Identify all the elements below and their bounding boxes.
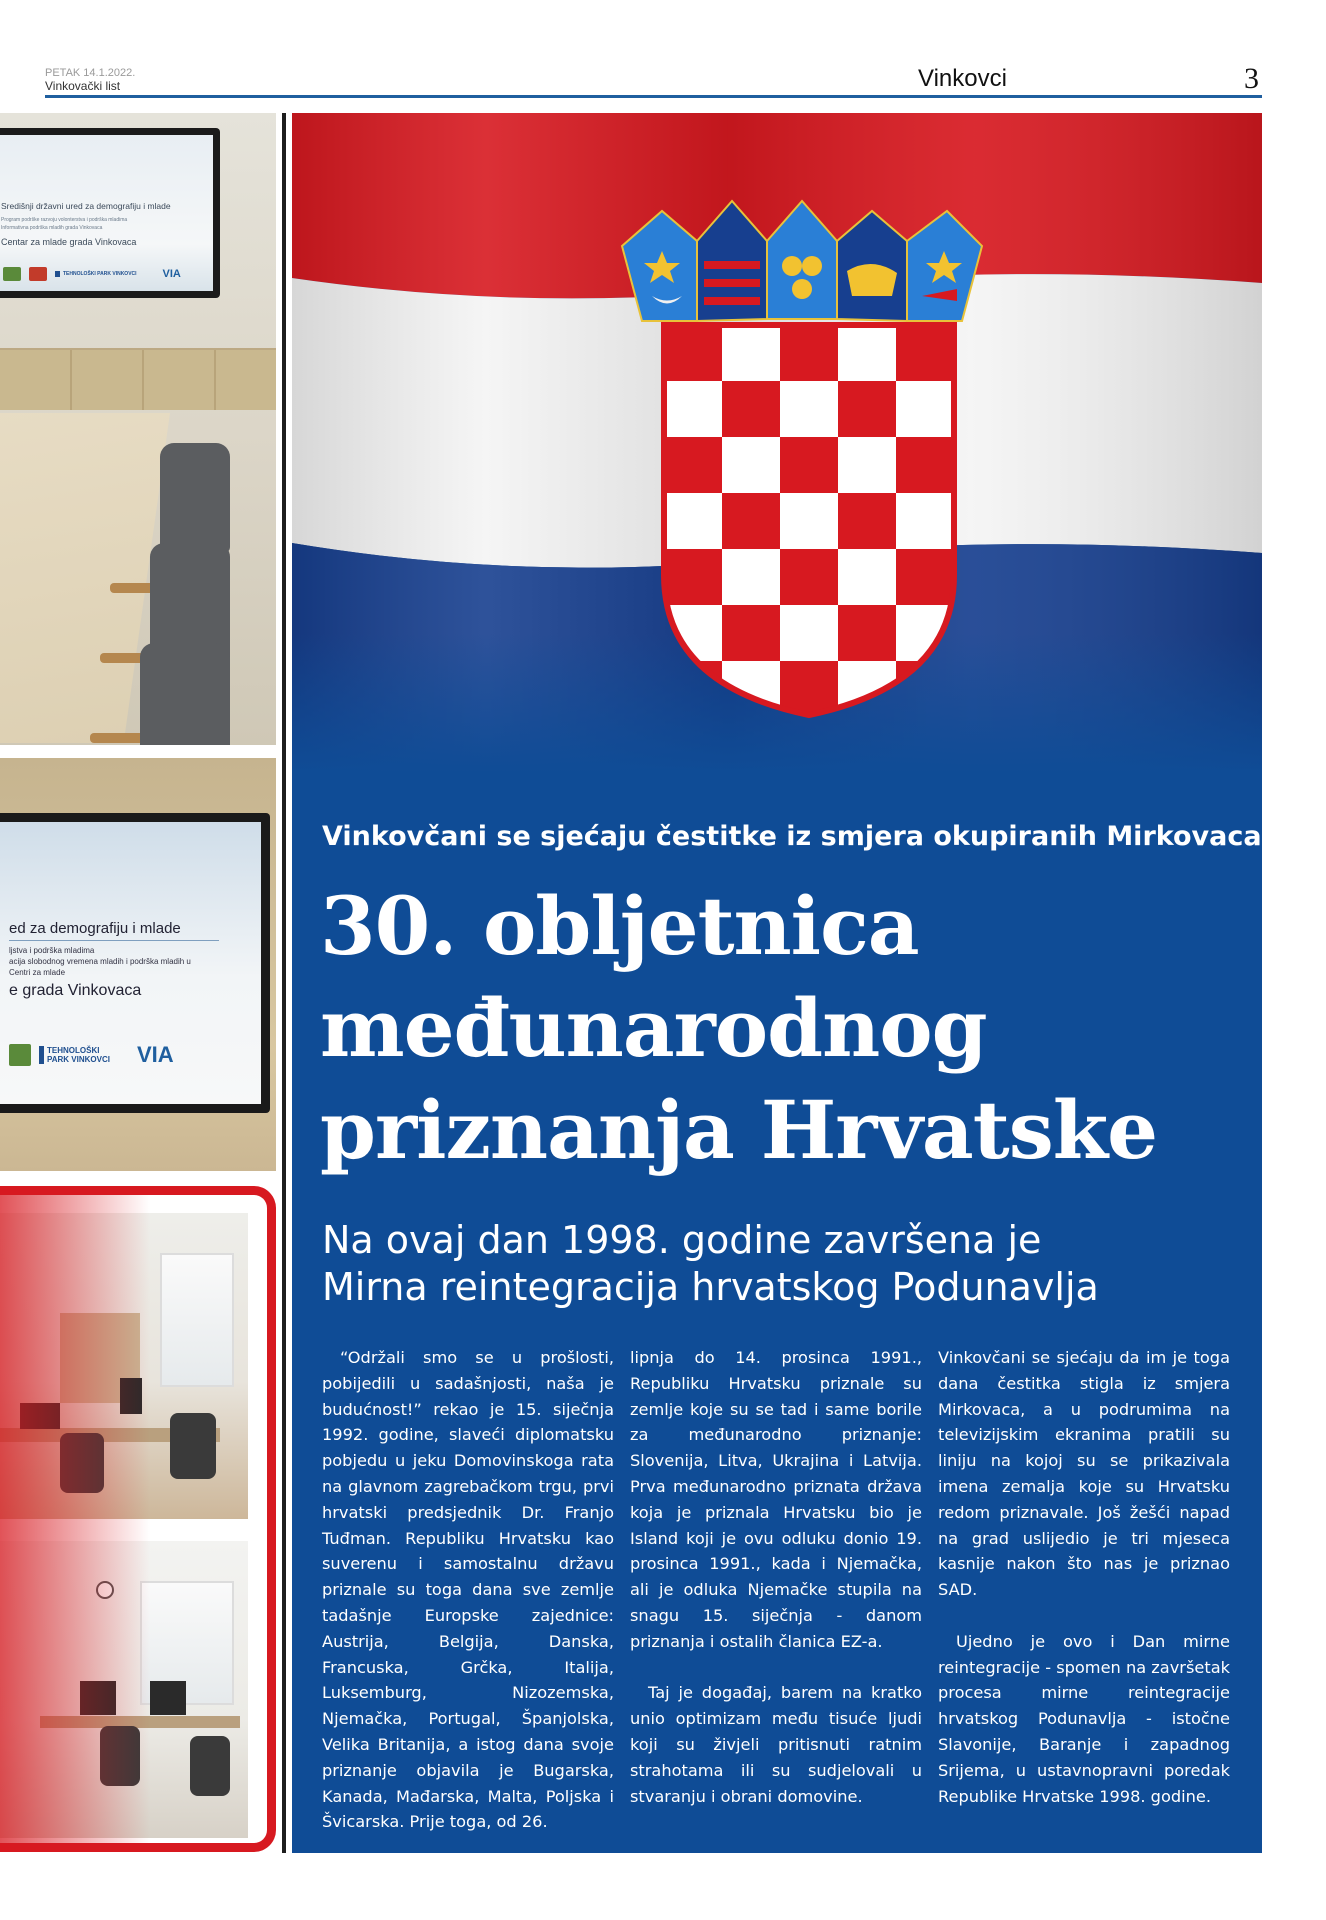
croatian-flag-image <box>292 113 1262 773</box>
section-title: Vinkovci <box>918 65 1007 92</box>
screen-text: ljstva i podrška mladima <box>9 946 95 955</box>
screen-text: Centar za mlade grada Vinkovaca <box>1 237 137 247</box>
tv-screen <box>0 135 213 291</box>
computer-monitor <box>150 1681 186 1715</box>
wall-clock-icon <box>96 1581 114 1599</box>
tv-screen <box>0 822 261 1104</box>
tehnoloski-park-logo: TEHNOLOŠKI PARK VINKOVCI <box>55 271 137 277</box>
screen-logos <box>3 267 181 281</box>
subheadline-line: Mirna reintegracija hrvatskog Podunavlja <box>322 1265 1099 1309</box>
red-photo-frame <box>0 1186 276 1852</box>
article-paragraph: “Održali smo se u prošlosti, pobijedili u sadašnjosti, naša je budućnost!” rekao je 15. siječnja 1992. godine, slaveći diplomatsku pobjedu u jeku Domovinskoga rata na glavnom zagrebačkom trgu, prvi hrvatski predsjednik Dr. Franjo Tuđman. Republiku Hrvatsku kao suverenu i samostalnu državu priznale su toga dana sve zemlje tadašnje Europske zajednice: Austrija, Belgija, Danska, Francuska, Grčka, Italija, Luksemburg, Nizozemska, Njemačka, Portugal, Španjolska, Velika Britanija, a istog dana svoje priznanje objavila je Bugarska, Kanada, Mađarska, Malta, Poljska i Švicarska. Prije toga, od 26. <box>322 1348 614 1832</box>
article-column-3 <box>938 1345 1230 1809</box>
photo-computer-room <box>0 1541 248 1838</box>
city-logo-icon <box>3 267 21 281</box>
article-paragraph: Ujedno je ovo i Dan mirne reintegracije - spomen na završetak procesa mirne reintegracije hrvatskog Podunavlja - istočne Slavonije, Baranje i zapadnog Srijema, u ustavnopravni poredak Republike Hrvatske 1998. godine. <box>938 1631 1230 1806</box>
article-subheadline <box>322 1217 1252 1311</box>
tehnoloski-park-logo: TEHNOLOŠKI PARK VINKOVCI <box>39 1046 117 1064</box>
screen-text: Informativna podrška mladih grada Vinkovaca <box>1 225 103 231</box>
headline-line: 30. obljetnica <box>320 879 919 973</box>
screen-logos <box>9 1042 174 1068</box>
tv-display <box>0 813 270 1113</box>
office-chair <box>190 1736 230 1796</box>
county-logo-icon <box>29 267 47 281</box>
page-number: 3 <box>1244 62 1259 95</box>
via-logo: VIA <box>162 268 181 280</box>
article-column-1 <box>322 1345 614 1835</box>
screen-text: Centri za mlade <box>9 968 66 977</box>
tv-display <box>0 128 220 298</box>
computer-monitor <box>80 1681 116 1715</box>
photo-conference-room <box>0 113 276 745</box>
wall-cabinets <box>0 348 276 410</box>
computer-monitor <box>20 1403 60 1429</box>
subheadline-line: Na ovaj dan 1998. godine završena je <box>322 1218 1042 1262</box>
article-paragraph: Taj je događaj, barem na kratko unio optimizam među tisuće ljudi koji su živjeli pritisnuti ratnim strahotama ili su sudjelovali u stvaranju i obrani domovine. <box>630 1683 922 1806</box>
article-paragraph: lipnja do 14. prosinca 1991., Republiku Hrvatsku priznale su zemlje koje su se tad i same borile za međunarodno priznanje: Slovenija, Litva, Ukrajina i Latvija. Prva međunarodno priznata država koja je priznala Hrvatsku bio je Island koji je ovu odluku donio 19. prosinca 1991., kada i Njemačka, ali je odluka Njemačke stupila na snagu 15. siječnja - danom priznanja i ostalih članica EZ-a. <box>630 1348 922 1651</box>
screen-text: Središnji državni ured za demografiju i mlade <box>1 201 171 211</box>
issue-date: PETAK 14.1.2022. <box>45 67 136 79</box>
office-chair <box>60 1433 104 1493</box>
computer-tower <box>120 1378 142 1414</box>
coat-of-arms-shield <box>664 325 954 725</box>
article-kicker: Vinkovčani se sjećaju čestitke iz smjera okupiranih Mirkovaca <box>322 821 1262 852</box>
screen-text: Program podrške razvoju volonterstva i podrška mladima <box>1 217 128 223</box>
screen-text: ed za demografiju i mlade <box>9 920 181 937</box>
via-logo: VIA <box>137 1042 174 1067</box>
city-logo-icon <box>9 1044 31 1066</box>
office-chair <box>170 1413 216 1479</box>
room-window <box>160 1253 234 1387</box>
screen-text: acija slobodnog vremena mladih i podrška mladih u <box>9 957 191 966</box>
office-chair <box>160 443 230 553</box>
article-panel <box>292 113 1262 1853</box>
article-column-2 <box>630 1345 922 1809</box>
office-chair <box>100 1726 140 1786</box>
newspaper-name: Vinkovački list <box>45 79 121 93</box>
screen-text: e grada Vinkovaca <box>9 982 142 999</box>
article-paragraph: Vinkovčani se sjećaju da im je toga dana čestitka stigla iz smjera Mirkovaca, a u podrumima na televizijskim ekranima pratili su liniju na kojoj su se prikazivala imena zemalja koje su Hrvatsku redom priznavale. Još žešći napad na grad uslijedio je tri mjeseca kasnije nakon što nas je priznao SAD. <box>938 1348 1230 1600</box>
column-divider <box>282 113 286 1853</box>
photo-tv-screen <box>0 758 276 1171</box>
room-desk <box>40 1716 240 1728</box>
office-chair <box>140 643 230 745</box>
headline-line: priznanja Hrvatske <box>320 1083 1158 1177</box>
headline-line: međunarodnog <box>320 981 987 1075</box>
header-rule <box>45 95 1262 98</box>
article-headline <box>320 875 1250 1181</box>
photo-computer-room <box>0 1213 248 1519</box>
screen-divider <box>9 940 219 941</box>
